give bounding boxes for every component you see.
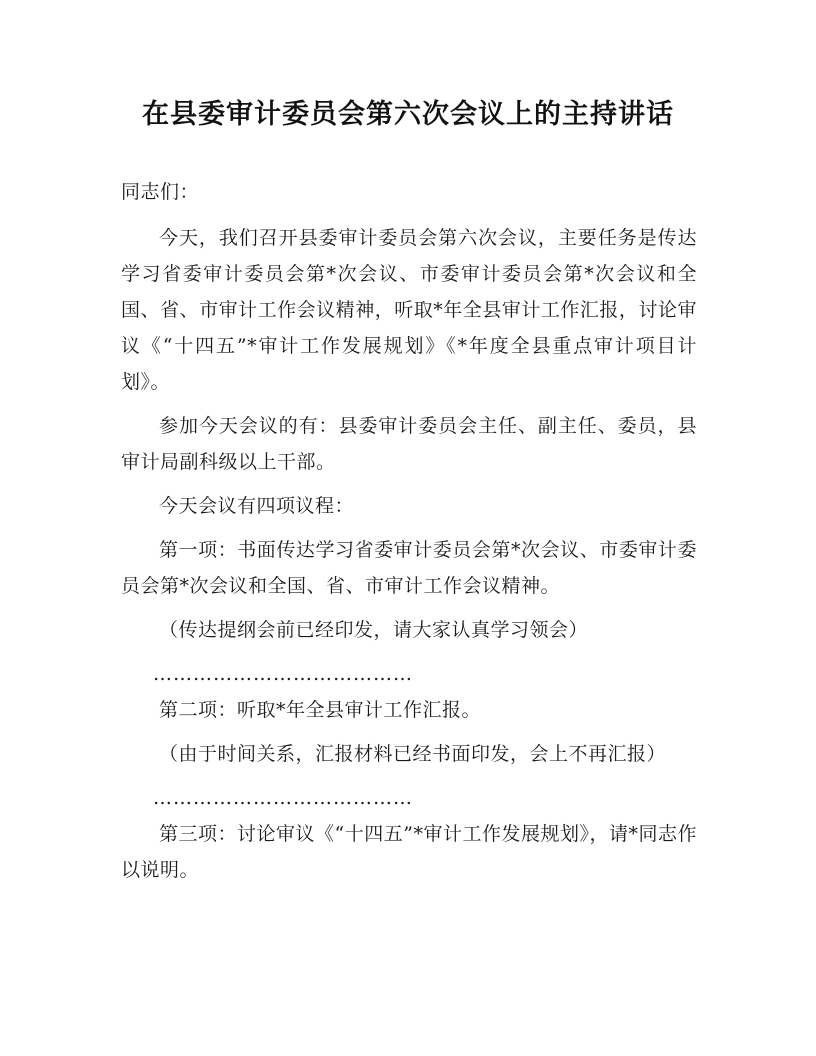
document-body — [121, 174, 697, 888]
page-title: 在县委审计委员会第六次会议上的主持讲话 — [142, 99, 674, 130]
salutation: 同志们： — [121, 181, 200, 203]
paragraph-note-2: （由于时间关系，汇报材料已经书面印发，会上不再汇报） — [159, 743, 667, 765]
paragraph-item-2: 第二项：听取*年全县审计工作汇报。 — [159, 699, 482, 721]
paragraph-attendees: 参加今天会议的有：县委审计委员会主任、副主任、委员，县审计局副科级以上干部。 — [121, 415, 697, 473]
paragraph-item-3: 第三项：讨论审议《“十四五”*审计工作发展规划》，请*同志作以说明。 — [121, 823, 697, 881]
ellipsis-separator-1: ………………………………… — [153, 663, 413, 685]
paragraph-agenda: 今天会议有四项议程： — [159, 495, 355, 517]
paragraph-intro: 今天，我们召开县委审计委员会第六次会议，主要任务是传达学习省委审计委员会第*次会议、市委审计委员会第*次会议和全国、省、市审计工作会议精神，听取*年全县审计工作汇报，讨论审议《“十四五”*审计工作发展规划》《*年度全县重点审计项目计划》。 — [121, 227, 697, 393]
paragraph-note-1: （传达提纲会前已经印发，请大家认真学习领会） — [159, 619, 589, 641]
ellipsis-separator-2: ………………………………… — [153, 787, 413, 809]
paragraph-item-1: 第一项：书面传达学习省委审计委员会第*次会议、市委审计委员会第*次会议和全国、省、市审计工作会议精神。 — [121, 539, 697, 597]
